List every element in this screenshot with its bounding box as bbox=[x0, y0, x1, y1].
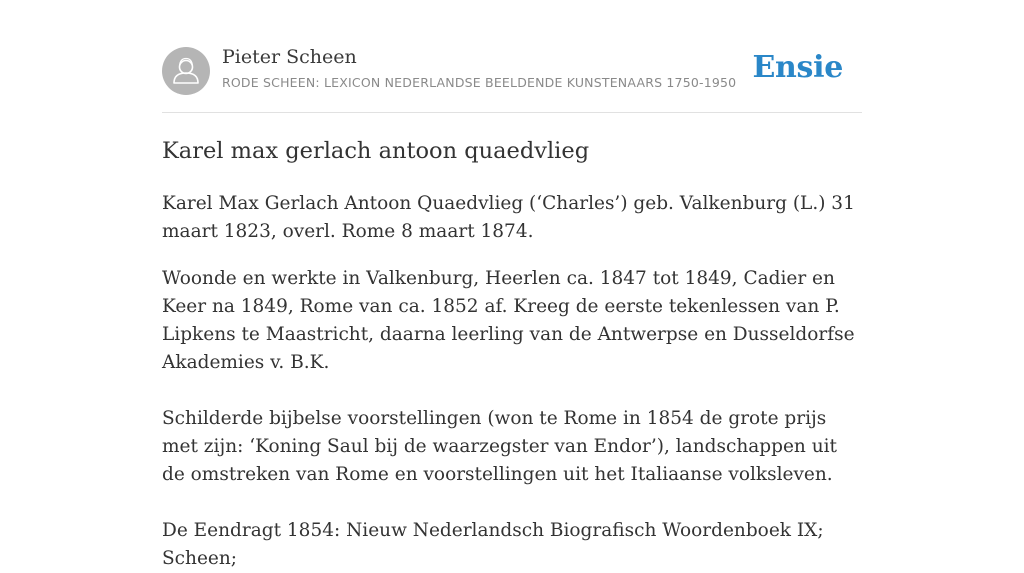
source-name[interactable]: RODE SCHEEN: LEXICON NEDERLANDSE BEELDENDE KUNSTENAARS 1750-1950 bbox=[222, 75, 737, 90]
entry-title: Karel max gerlach antoon quaedvlieg bbox=[162, 138, 590, 164]
paragraph-career: Woonde en werkte in Valkenburg, Heerlen ca. 1847 tot 1849, Cadier en Keer na 1849, Rome van ca. 1852 af. Kreeg de eerste tekenlessen van P. Lipkens te Maastricht, daarna leerling van de Antwerpse en Dusseldorfse Akademies v. B.K. bbox=[162, 268, 855, 373]
author-avatar[interactable] bbox=[162, 47, 210, 95]
paragraph-biography: Karel Max Gerlach Antoon Quaedvlieg (‘Charles’) geb. Valkenburg (L.) 31 maart 1823, overl. Rome 8 maart 1874. bbox=[162, 193, 855, 242]
entry-card bbox=[162, 0, 862, 569]
ensie-logo[interactable]: Ensie bbox=[752, 50, 843, 85]
user-silhouette-icon bbox=[162, 47, 210, 95]
entry-header bbox=[162, 0, 862, 113]
paragraph-references: De Eendragt 1854: Nieuw Nederlandsch Biografisch Woordenboek IX; Scheen; bbox=[162, 520, 824, 569]
paragraph-work: Schilderde bijbelse voorstellingen (won te Rome in 1854 de grote prijs met zijn: ‘Koning Saul bij de waarzegster van Endor’), landschappen uit de omstreken van Rome en voorstellingen uit het Italiaanse volksleven. bbox=[162, 408, 837, 485]
entry-body bbox=[162, 190, 862, 573]
author-name[interactable]: Pieter Scheen bbox=[222, 46, 357, 68]
